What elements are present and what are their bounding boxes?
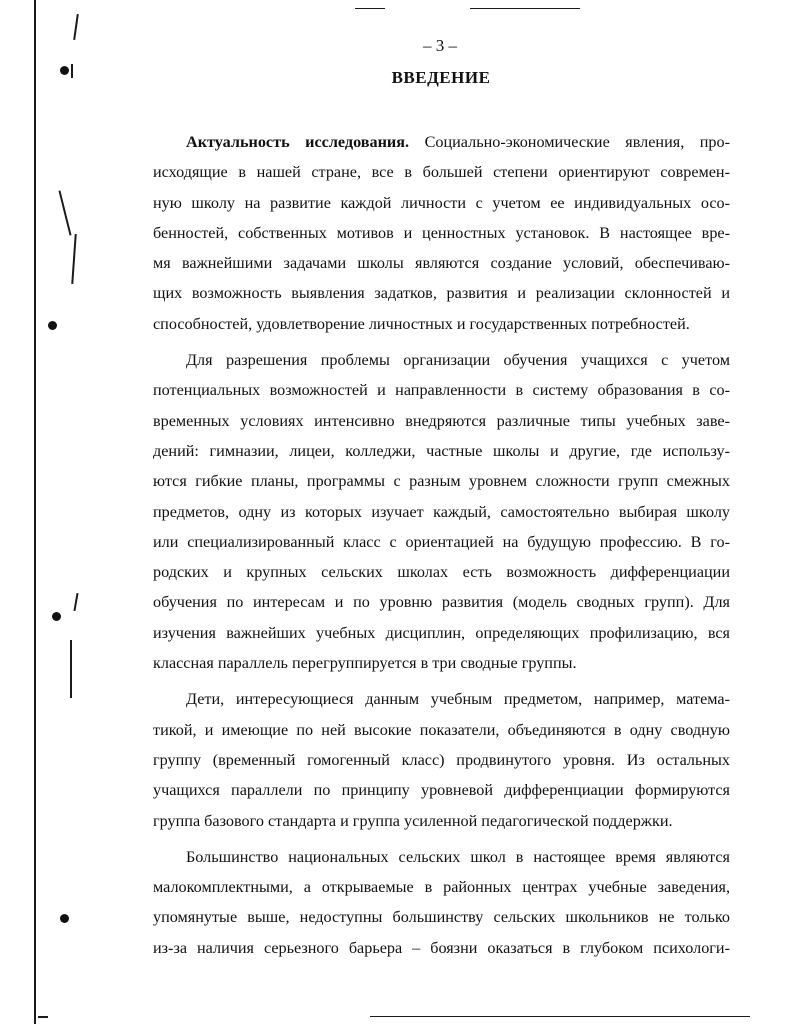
text-line: потенциальных возможностей и направленности в систему образования в со- (153, 381, 730, 400)
text-line: Для разрешения проблемы организации обучения учащихся с учетом (186, 351, 730, 370)
text-line: учащихся параллели по принципу уровневой дифференциации формируются (153, 781, 730, 800)
text-line: предметов, одну из которых изучает каждый, самостоятельно выбирая школу (153, 502, 730, 521)
text-line: родских и крупных сельских школах есть возможность дифференциации (153, 563, 730, 582)
binder-hole-mark-3 (52, 612, 61, 621)
text-line: Большинство национальных сельских школ в настоящее время являются (186, 847, 730, 866)
paragraph-relevance (153, 127, 730, 339)
text-line: временных условиях интенсивно внедряются различные типы учебных заве- (153, 411, 730, 430)
text-line: бенностей, собственных мотивов и ценностных установок. В настоящее вре- (153, 223, 730, 242)
text-line: классная параллель перегруппируется в три сводные группы. (153, 654, 577, 673)
text-line: из-за наличия серьезного барьера – боязни оказаться в глубоком психологи- (153, 938, 730, 957)
scan-mark-mid-line (70, 640, 72, 698)
text-line: мя важнейшими задачами школы являются создание условий, обеспечиваю- (153, 254, 730, 273)
scan-mark-mid-tick (73, 593, 78, 611)
text-line: исходящие в нашей стране, все в большей степени ориентируют современ- (153, 163, 730, 182)
text-line: малокомплектными, а открываемые в районных центрах учебные заведения, (153, 878, 730, 897)
scan-top-rule-1 (355, 8, 385, 9)
lead-heading: Актуальность исследования. (186, 133, 410, 151)
text-line: Актуальность исследования. Социально-экономические явления, про- (186, 133, 730, 151)
text-line: ются гибкие планы, программы с разным уровнем сложности групп смежных (153, 472, 730, 491)
paragraph-grouping (153, 684, 730, 835)
text-line: или специализированный класс с ориентацией на будущую профессию. В го- (153, 532, 730, 551)
text-line: группу (временный гомогенный класс) продвинутого уровня. Из остальных (153, 750, 730, 769)
paragraph-school-types (153, 345, 730, 678)
text-line: обучения по интересам и по уровню развития (модель сводных групп). Для (153, 593, 730, 612)
scan-margin-line (34, 0, 36, 1024)
scan-mark-bracket-1 (58, 190, 71, 235)
text-line: ную школу на развитие каждой личности с учетом ее индивидуальных осо- (153, 193, 730, 212)
scan-bottom-left-tick (38, 1016, 48, 1018)
document-body (153, 127, 730, 963)
text-line: упомянутые выше, недоступны большинству сельских школьников не только (153, 908, 730, 927)
scan-mark-bracket-2 (71, 234, 76, 284)
text-line: Дети, интересующиеся данным учебным предметом, например, матема- (186, 690, 730, 709)
page-number: – 3 – (423, 36, 457, 55)
text-line: способностей, удовлетворение личностных и государственных потребностей. (153, 314, 690, 333)
scan-top-rule-2 (470, 8, 580, 9)
page-title: ВВЕДЕНИЕ (391, 68, 491, 87)
text-line: группа базового стандарта и группа усиленной педагогической поддержки. (153, 811, 673, 830)
text-line: дений: гимназии, лицеи, колледжи, частные школы и другие, где использу- (153, 441, 730, 460)
paragraph-rural-schools (153, 842, 730, 963)
binder-hole-mark-2 (48, 321, 57, 330)
scan-bottom-rule (370, 1016, 750, 1017)
binder-hole-mark-4 (60, 914, 69, 923)
text-line: щих возможность выявления задатков, развития и реализации склонностей и (153, 284, 730, 303)
text-line: изучения важнейших учебных дисциплин, определяющих профилизацию, вся (153, 623, 730, 642)
text-line: тикой, и имеющие по ней высокие показатели, объединяются в одну сводную (153, 720, 730, 739)
